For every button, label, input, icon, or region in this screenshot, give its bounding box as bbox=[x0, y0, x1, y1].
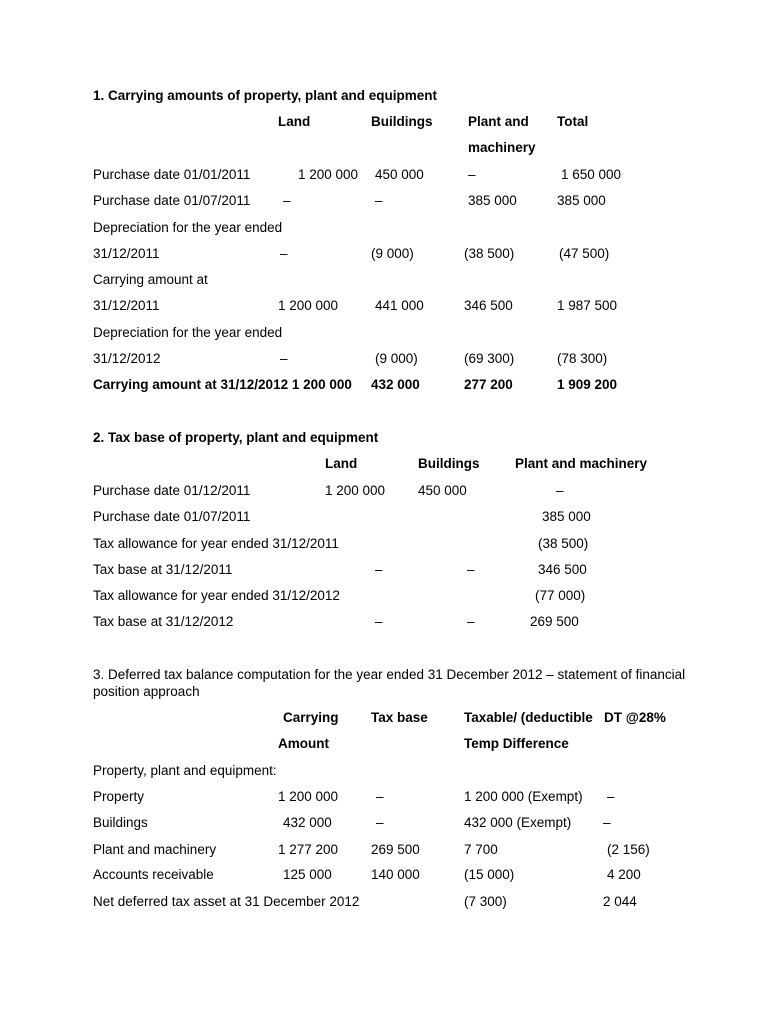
cell-diff: 1 200 000 (Exempt) bbox=[464, 789, 583, 804]
cell-carrying: 1 277 200 bbox=[278, 842, 339, 857]
cell-total: 385 000 bbox=[557, 193, 606, 208]
cell-land: 1 200 000 bbox=[325, 483, 386, 498]
cell-buildings: 441 000 bbox=[375, 298, 424, 313]
s2-header-plant: Plant and machinery bbox=[515, 456, 648, 471]
cell-plant: 385 000 bbox=[542, 509, 591, 524]
s2-header-buildings: Buildings bbox=[418, 456, 480, 471]
row-label: Property bbox=[93, 789, 145, 804]
cell-taxbase: 140 000 bbox=[371, 867, 420, 882]
cell-total: 1 909 200 bbox=[557, 377, 618, 392]
cell-buildings: 450 000 bbox=[375, 167, 424, 182]
cell-land: – bbox=[280, 246, 288, 261]
cell-buildings: (9 000) bbox=[371, 246, 414, 261]
cell-plant: 346 500 bbox=[538, 562, 587, 577]
section-1-heading: 1. Carrying amounts of property, plant and equipment bbox=[93, 88, 438, 103]
cell-plant: – bbox=[556, 483, 564, 498]
cell-diff: 432 000 (Exempt) bbox=[464, 815, 572, 830]
cell-taxbase: 269 500 bbox=[371, 842, 420, 857]
cell-total: 1 987 500 bbox=[557, 298, 618, 313]
s1-header-total: Total bbox=[557, 114, 589, 129]
cell-diff: 7 700 bbox=[464, 842, 498, 857]
s3-header-taxable: Taxable/ (deductible bbox=[464, 710, 593, 725]
cell-plant: (38 500) bbox=[538, 536, 589, 551]
cell-buildings: 432 000 bbox=[371, 377, 420, 392]
row-label: Purchase date 01/12/2011 bbox=[93, 483, 251, 498]
cell-taxbase: – bbox=[376, 789, 384, 804]
s2-header-land: Land bbox=[325, 456, 358, 471]
row-label: Buildings bbox=[93, 815, 148, 830]
cell-buildings: – bbox=[467, 614, 475, 629]
section-2-heading: 2. Tax base of property, plant and equipment bbox=[93, 430, 379, 445]
cell-plant: (77 000) bbox=[535, 588, 586, 603]
cell-total: 1 650 000 bbox=[561, 167, 622, 182]
s3-header-carrying: Carrying bbox=[283, 710, 339, 725]
cell-plant: 277 200 bbox=[464, 377, 513, 392]
cell-land: – bbox=[375, 614, 383, 629]
section-3-heading: 3. Deferred tax balance computation for the year ended 31 December 2012 – statement of financial position approach bbox=[93, 667, 686, 699]
cell-dt: – bbox=[607, 789, 615, 804]
s3-header-carrying: Amount bbox=[278, 736, 329, 751]
row-label: 31/12/2011 bbox=[93, 298, 160, 313]
cell-buildings: 450 000 bbox=[418, 483, 467, 498]
cell-total: (47 500) bbox=[559, 246, 610, 261]
s3-header-taxable: Temp Difference bbox=[464, 736, 569, 751]
row-label: Tax base at 31/12/2012 bbox=[93, 614, 234, 629]
row-label: Tax allowance for year ended 31/12/2012 bbox=[93, 588, 340, 603]
row-label: Accounts receivable bbox=[93, 867, 214, 882]
cell-plant: – bbox=[468, 167, 476, 182]
cell-dt: 2 044 bbox=[603, 894, 637, 909]
row-label: Depreciation for the year ended bbox=[93, 220, 283, 235]
cell-taxbase: – bbox=[376, 815, 384, 830]
row-label: Depreciation for the year ended bbox=[93, 325, 283, 340]
row-label: Plant and machinery bbox=[93, 842, 217, 857]
s3-header-dt: DT @28% bbox=[604, 710, 666, 725]
s1-header-land: Land bbox=[278, 114, 311, 129]
s3-header-taxbase: Tax base bbox=[371, 710, 428, 725]
cell-land: 1 200 000 bbox=[298, 167, 359, 182]
row-label: Net deferred tax asset at 31 December 2012 bbox=[93, 894, 360, 909]
s1-header-buildings: Buildings bbox=[371, 114, 433, 129]
cell-carrying: 125 000 bbox=[283, 867, 332, 882]
row-label: 31/12/2011 bbox=[93, 246, 160, 261]
cell-dt: (2 156) bbox=[607, 842, 650, 857]
s1-header-plant: machinery bbox=[468, 140, 536, 155]
cell-plant: (69 300) bbox=[464, 351, 515, 366]
cell-buildings: (9 000) bbox=[375, 351, 418, 366]
s1-header-plant: Plant and bbox=[468, 114, 529, 129]
row-label: 31/12/2012 bbox=[93, 351, 161, 366]
row-label: Tax base at 31/12/2011 bbox=[93, 562, 233, 577]
cell-carrying: 1 200 000 bbox=[278, 789, 339, 804]
cell-land: – bbox=[280, 351, 288, 366]
cell-diff: (7 300) bbox=[464, 894, 507, 909]
cell-dt: – bbox=[603, 815, 611, 830]
cell-plant: 385 000 bbox=[468, 193, 517, 208]
cell-land: – bbox=[375, 562, 383, 577]
subheading: Property, plant and equipment: bbox=[93, 763, 277, 778]
cell-plant: (38 500) bbox=[464, 246, 515, 261]
row-label: Carrying amount at 31/12/2012 1 200 000 bbox=[93, 377, 352, 392]
cell-buildings: – bbox=[375, 193, 383, 208]
cell-diff: (15 000) bbox=[464, 867, 515, 882]
row-label: Purchase date 01/01/2011 bbox=[93, 167, 251, 182]
row-label: Tax allowance for year ended 31/12/2011 bbox=[93, 536, 339, 551]
cell-carrying: 432 000 bbox=[283, 815, 332, 830]
cell-land: 1 200 000 bbox=[278, 298, 339, 313]
cell-buildings: – bbox=[467, 562, 475, 577]
cell-plant: 269 500 bbox=[530, 614, 579, 629]
row-label: Purchase date 01/07/2011 bbox=[93, 509, 251, 524]
cell-plant: 346 500 bbox=[464, 298, 513, 313]
cell-land: – bbox=[283, 193, 291, 208]
row-label: Carrying amount at bbox=[93, 272, 208, 287]
cell-dt: 4 200 bbox=[607, 867, 641, 882]
row-label: Purchase date 01/07/2011 bbox=[93, 193, 251, 208]
cell-total: (78 300) bbox=[557, 351, 608, 366]
